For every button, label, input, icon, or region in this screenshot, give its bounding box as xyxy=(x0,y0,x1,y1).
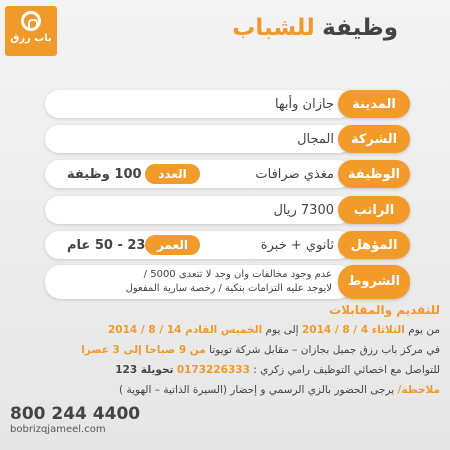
note-text: يرجى الحضور بالزي الرسمي و إحضار (السيرة الذاتية – الهوية ) xyxy=(119,384,395,396)
row-job-count-value: 100 وظيفة xyxy=(67,166,142,182)
logo-text: باب رزق xyxy=(10,33,52,44)
apply-note-line xyxy=(10,380,440,400)
location-text: في مركز باب رزق جميل بجازان – مقابل شركة تويوتا xyxy=(209,344,440,356)
door-icon xyxy=(21,11,41,31)
apply-location-line xyxy=(10,340,440,360)
row-age-value: 23 - 50 عام xyxy=(67,237,146,253)
title-main: وظيفة xyxy=(322,15,398,41)
row-company-label: الشركة xyxy=(338,125,410,153)
apply-heading: للتقديم والمقابلات xyxy=(329,303,440,317)
contact-phone: 0173226333 xyxy=(176,364,250,376)
footer-website: bobrizqjameel.com xyxy=(10,424,106,435)
apply-section xyxy=(10,300,440,400)
row-city-label: المدينة xyxy=(338,90,410,118)
row-company-value: المجال xyxy=(297,131,334,147)
row-company xyxy=(45,125,410,153)
row-job-value: مغذي صرافات xyxy=(255,166,334,182)
apply-contact-line xyxy=(10,360,440,380)
conditions-line-1: عدم وجود مخالفات وان وجد لا تتعدى 5000 / xyxy=(143,269,332,280)
row-job-count-tag: العدد xyxy=(145,164,200,184)
title-accent: للشباب xyxy=(232,15,315,41)
contact-extension: تحويلة 123 xyxy=(115,364,174,376)
date-from: الثلاثاء 4 / 8 / 2014 xyxy=(301,324,405,336)
date-to-prefix: إلى يوم xyxy=(265,324,299,336)
row-conditions xyxy=(45,265,410,299)
bab-rizq-logo xyxy=(5,6,57,56)
row-conditions-value xyxy=(107,268,332,296)
row-city-value: جازان وأبها xyxy=(274,96,334,112)
page-title xyxy=(232,14,398,42)
row-job xyxy=(45,160,410,188)
conditions-line-2: لايوجد عليه التزامات بنكية / رخصة سارية المفعول xyxy=(125,283,332,294)
row-job-label: الوظيفة xyxy=(338,160,410,188)
row-salary xyxy=(45,196,410,224)
row-qualification-label: المؤهل xyxy=(338,231,410,259)
date-from-prefix: من يوم xyxy=(408,324,440,336)
footer-phone: 800 244 4400 xyxy=(10,404,141,424)
location-hours: من 9 صباحا إلى 3 عصرا xyxy=(81,344,206,356)
note-label: ملاحظة/ xyxy=(397,384,440,396)
row-salary-label: الراتب xyxy=(338,196,410,224)
row-conditions-label: الشروط xyxy=(338,265,410,299)
row-salary-value: 7300 ريال xyxy=(273,202,334,218)
apply-date-line xyxy=(10,320,440,340)
date-to: الخميس القادم 14 / 8 / 2014 xyxy=(108,324,263,336)
row-qualification-value: ثانوي + خبرة xyxy=(260,237,334,253)
row-city xyxy=(45,90,410,118)
row-age-tag: العمر xyxy=(145,235,200,255)
contact-text: للتواصل مع اخصائي التوظيف رامي زكري : xyxy=(253,364,440,376)
row-qualification xyxy=(45,231,410,259)
